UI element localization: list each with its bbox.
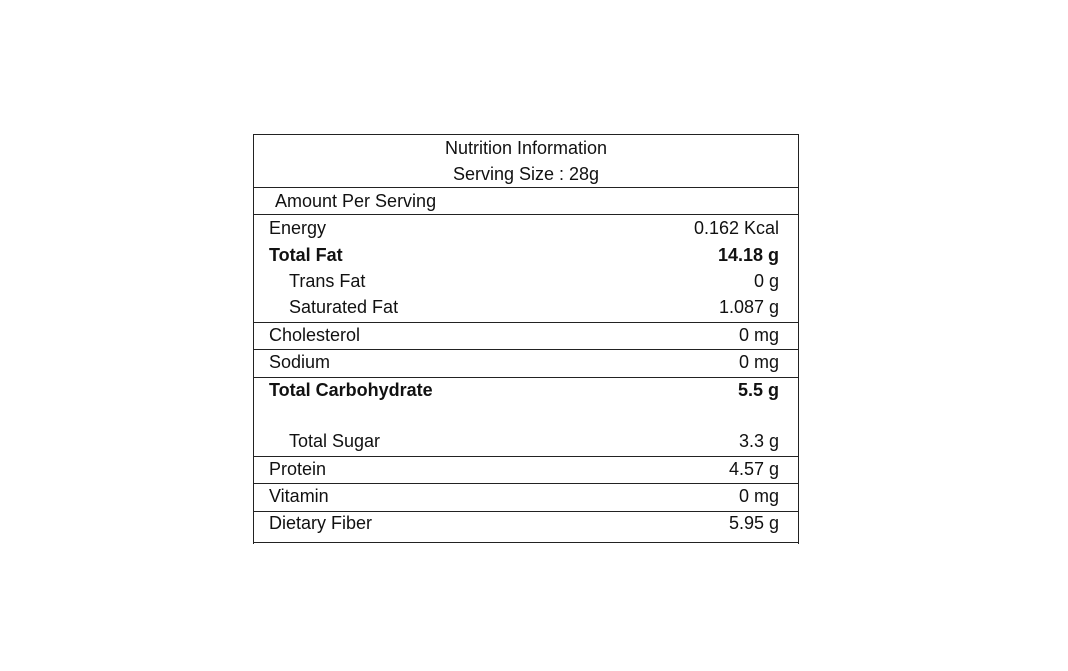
- nutrient-value: 0 mg: [738, 325, 779, 345]
- nutrient-value: 14.18 g: [717, 245, 779, 265]
- nutrient-label: Sodium: [269, 352, 331, 372]
- nutrient-row-total-fat: [253, 245, 799, 269]
- table-border-bottom: [253, 542, 799, 543]
- nutrient-row-vitamin: [253, 486, 799, 510]
- nutrient-row-trans-fat: [253, 271, 799, 295]
- nutrient-label: Cholesterol: [269, 325, 361, 345]
- nutrient-row-cholesterol: [253, 325, 799, 349]
- nutrient-label: Vitamin: [269, 486, 329, 506]
- table-title: Nutrition Information: [444, 138, 608, 158]
- nutrient-value: 5.5 g: [737, 380, 779, 400]
- nutrient-value: 4.57 g: [728, 459, 779, 479]
- nutrient-label: Total Carbohydrate: [269, 380, 433, 400]
- divider: [253, 322, 799, 323]
- nutrient-row-dietary-fiber: [253, 513, 799, 537]
- nutrient-label: Total Sugar: [289, 431, 381, 451]
- nutrient-label: Protein: [269, 459, 327, 479]
- nutrition-table: [253, 134, 799, 544]
- divider: [253, 483, 799, 484]
- nutrient-label: Trans Fat: [289, 271, 366, 291]
- amount-per-serving: Amount Per Serving: [275, 191, 437, 211]
- nutrient-row-energy: [253, 218, 799, 242]
- nutrient-row-protein: [253, 459, 799, 483]
- nutrient-label: Dietary Fiber: [269, 513, 373, 533]
- nutrient-value: 0 mg: [738, 486, 779, 506]
- nutrient-value: 0.162 Kcal: [693, 218, 779, 238]
- nutrient-value: 3.3 g: [738, 431, 779, 451]
- serving-size: Serving Size : 28g: [452, 164, 600, 184]
- nutrient-value: 0 mg: [738, 352, 779, 372]
- nutrient-value: 5.95 g: [728, 513, 779, 533]
- nutrient-label: Total Fat: [269, 245, 343, 265]
- divider: [253, 456, 799, 457]
- nutrient-row-total-carbohydrate: [253, 380, 799, 404]
- nutrient-row-sodium: [253, 352, 799, 376]
- nutrient-value: 1.087 g: [718, 297, 779, 317]
- table-border-top: [253, 134, 799, 135]
- nutrient-label: Energy: [269, 218, 327, 238]
- divider: [253, 511, 799, 512]
- nutrient-row-total-sugar: [253, 431, 799, 455]
- divider: [253, 377, 799, 378]
- divider: [253, 214, 799, 215]
- divider: [253, 349, 799, 350]
- nutrient-value: 0 g: [753, 271, 779, 291]
- nutrient-label: Saturated Fat: [289, 297, 399, 317]
- divider: [253, 187, 799, 188]
- nutrient-row-saturated-fat: [253, 297, 799, 321]
